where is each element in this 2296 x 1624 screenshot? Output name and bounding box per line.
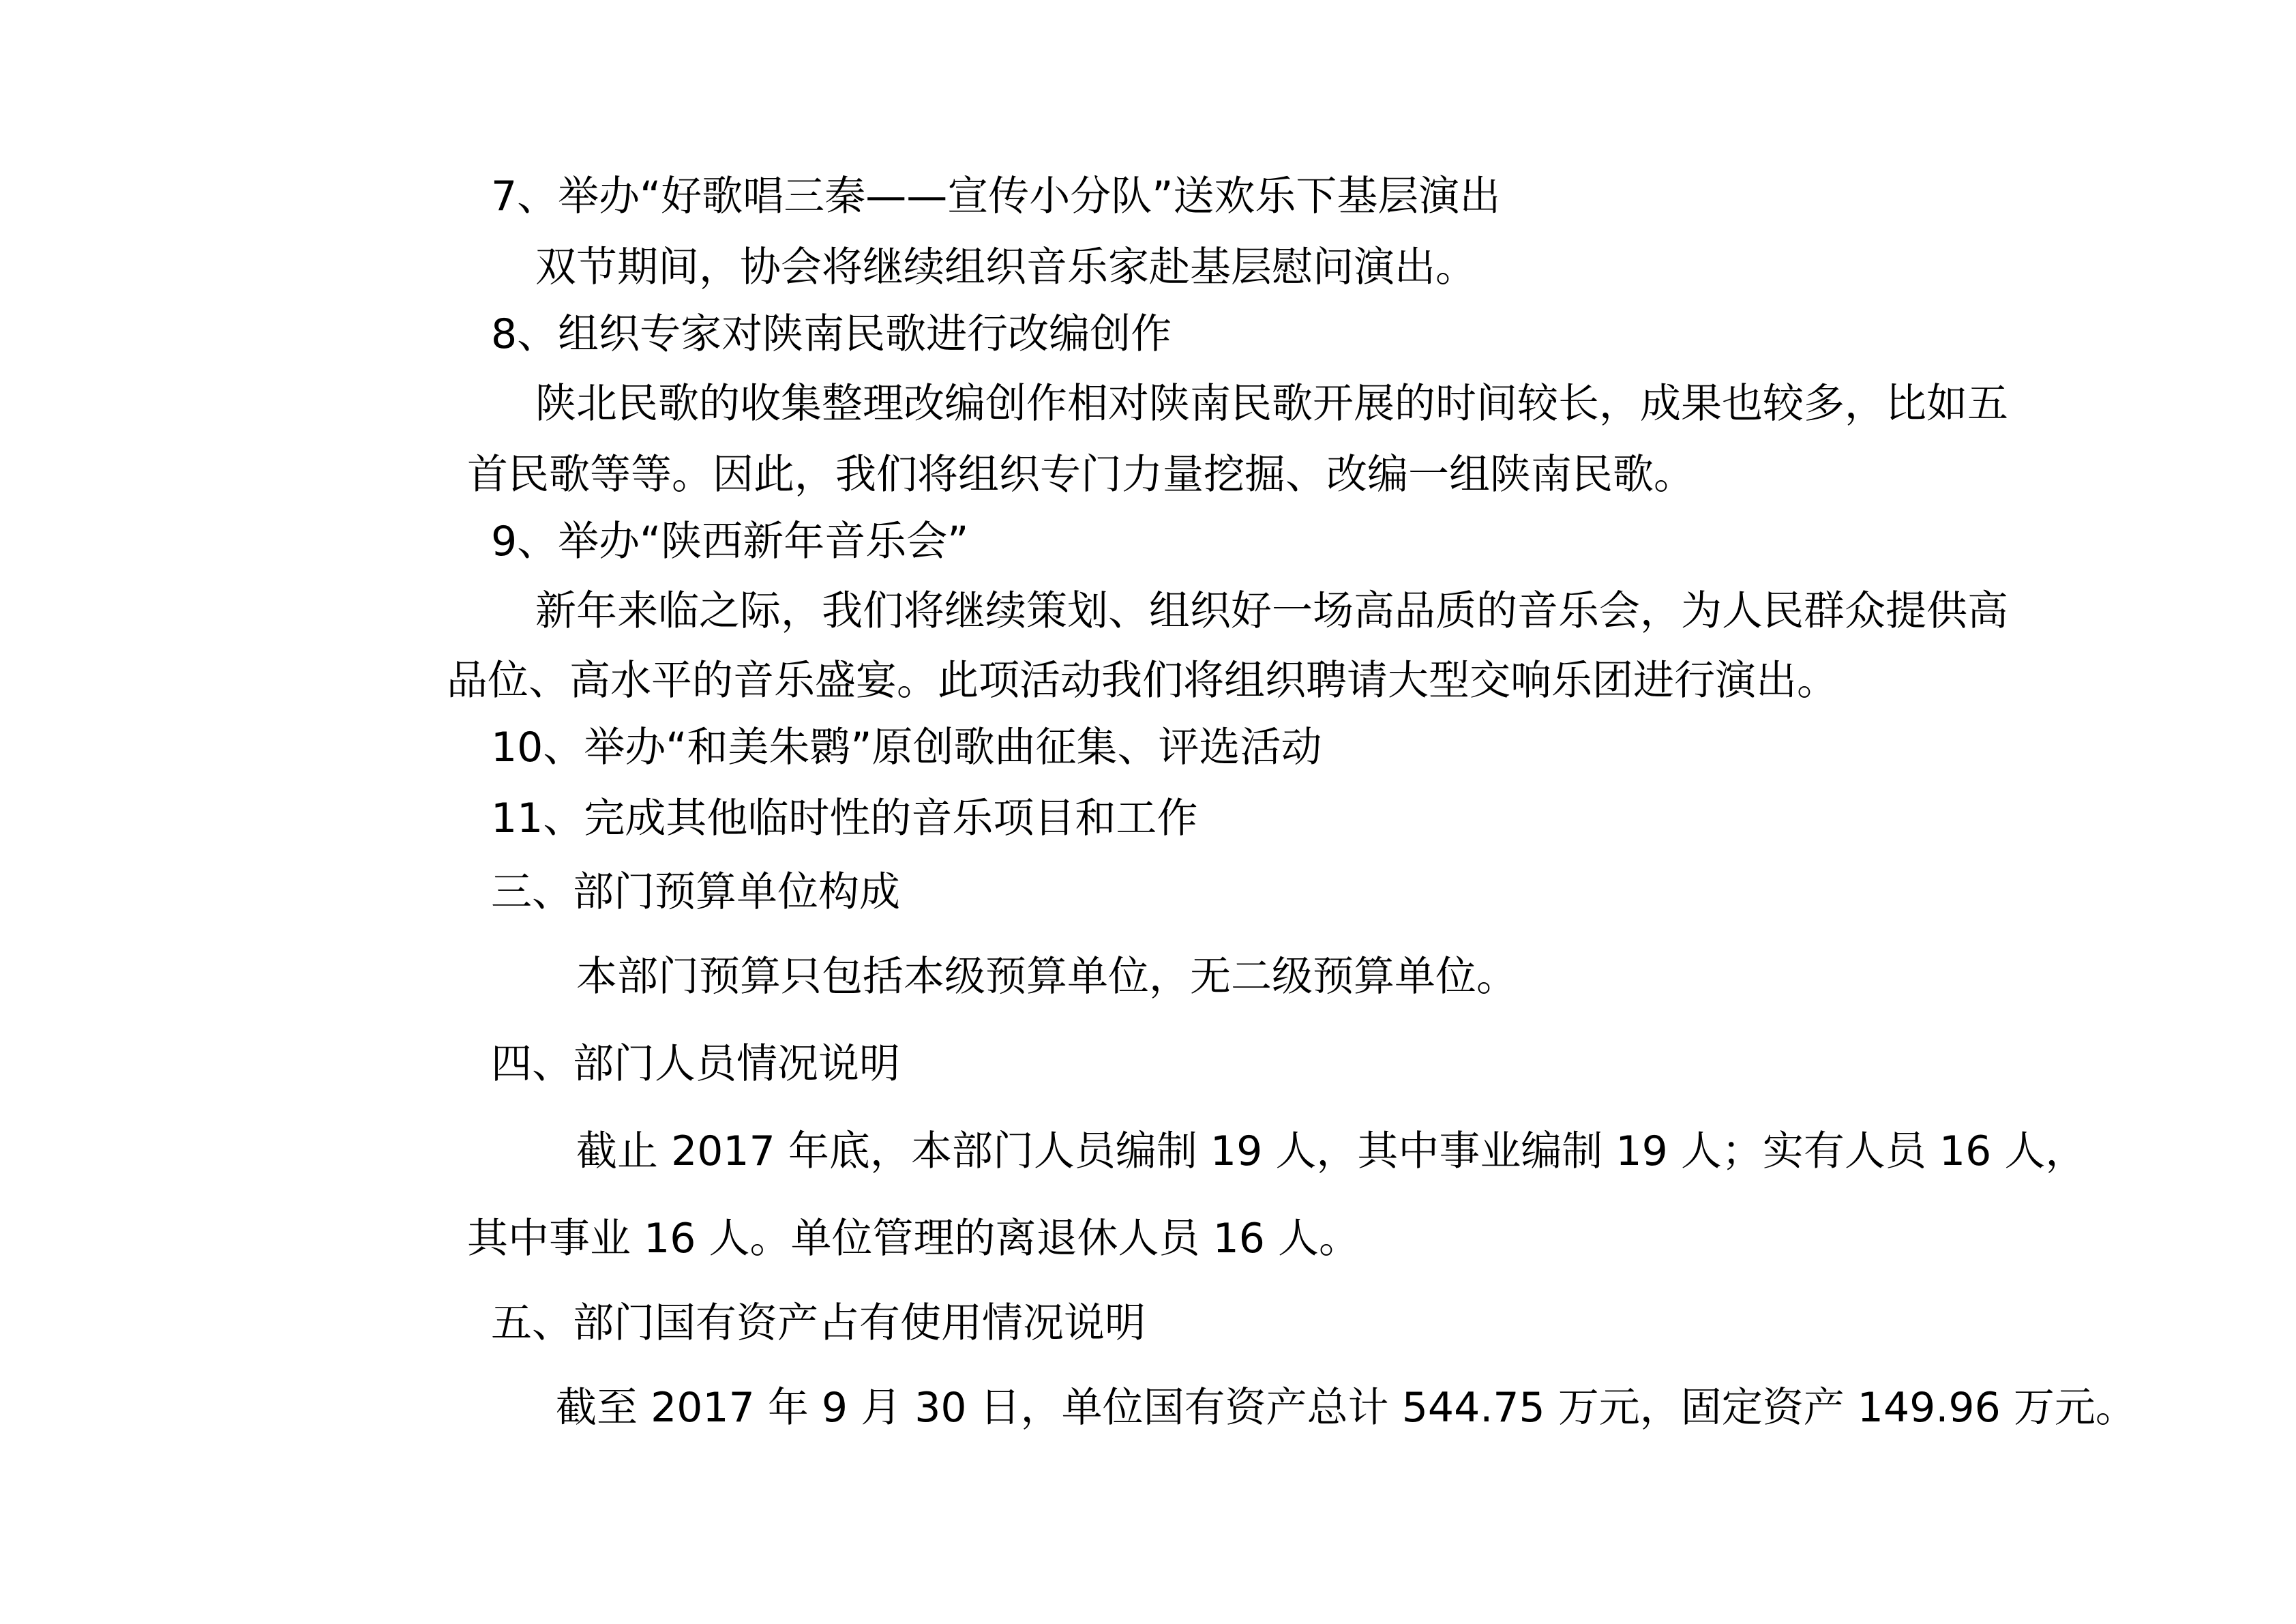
section-3-paragraph: 本部门预算只包括本级预算单位，无二级预算单位。: [576, 953, 1517, 1001]
paragraph-item-8-line-1: 陕北民歌的收集整理改编创作相对陕南民歌开展的时间较长，成果也较多，比如五: [535, 380, 2008, 428]
section-heading-3: 三、部门预算单位构成: [491, 868, 900, 916]
paragraph-item-8-line-2: 首民歌等等。因此，我们将组织专门力量挖掘、改编一组陕南民歌。: [467, 451, 1695, 499]
heading-item-7: 7、举办“好歌唱三秦——宣传小分队”送欢乐下基层演出: [491, 173, 1501, 220]
section-4-paragraph-line-2: 其中事业 16 人。单位管理的离退休人员 16 人。: [467, 1215, 1360, 1263]
paragraph-item-9-line-1: 新年来临之际，我们将继续策划、组织好一场高品质的音乐会，为人民群众提供高: [535, 587, 2008, 635]
heading-item-10: 10、举办“和美朱鹮”原创歌曲征集、评选活动: [491, 724, 1322, 771]
heading-item-8: 8、组织专家对陕南民歌进行改编创作: [491, 310, 1172, 358]
section-heading-4: 四、部门人员情况说明: [491, 1040, 900, 1088]
section-heading-5: 五、部门国有资产占有使用情况说明: [491, 1299, 1146, 1347]
section-5-paragraph: 截至 2017 年 9 月 30 日，单位国有资产总计 544.75 万元，固定资产 149.96 万元。: [556, 1384, 2136, 1432]
heading-item-11: 11、完成其他临时性的音乐项目和工作: [491, 795, 1198, 842]
section-4-paragraph-line-1: 截止 2017 年底，本部门人员编制 19 人，其中事业编制 19 人；实有人员 16 人，: [576, 1127, 2087, 1175]
paragraph-item-7: 双节期间，协会将继续组织音乐家赴基层慰问演出。: [535, 243, 1476, 291]
paragraph-item-9-line-2: 品位、高水平的音乐盛宴。此项活动我们将组织聘请大型交响乐团进行演出。: [447, 657, 1838, 705]
heading-item-9: 9、举办“陕西新年音乐会”: [491, 518, 969, 565]
